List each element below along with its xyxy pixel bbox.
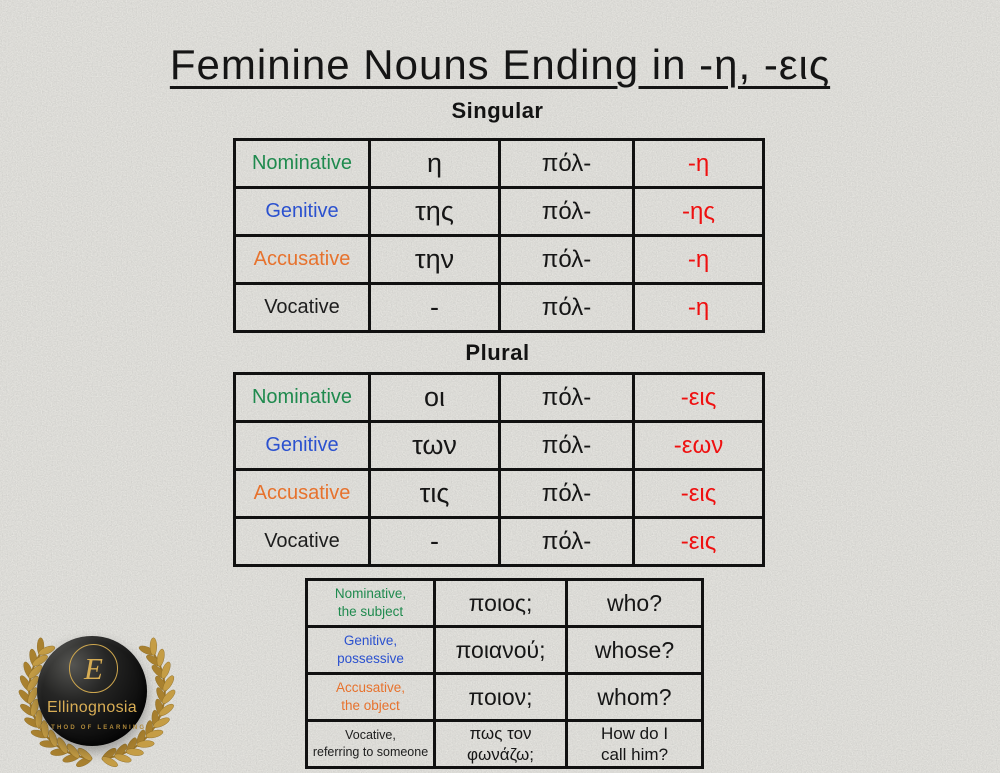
case-label: Accusative [235, 470, 370, 518]
case-label: Accusative [235, 236, 370, 284]
brand-name: Ellinognosia [47, 699, 137, 716]
greek-question-cell: ποιανού; [435, 627, 567, 674]
ending-cell: -εις [634, 374, 764, 422]
article-cell: - [370, 284, 500, 332]
stem-cell: πόλ- [500, 188, 634, 236]
stem-cell: πόλ- [500, 284, 634, 332]
table-row [307, 627, 703, 674]
table-row [235, 470, 764, 518]
greek-question-cell: ποιος; [435, 580, 567, 627]
table-row [235, 188, 764, 236]
declension-table-plural [233, 372, 765, 567]
ending-cell: -η [634, 284, 764, 332]
case-label: Vocative [235, 518, 370, 566]
case-label [307, 721, 435, 768]
article-cell: των [370, 422, 500, 470]
article-cell: οι [370, 374, 500, 422]
monogram-letter: E [84, 651, 103, 686]
brand-logo [4, 613, 190, 773]
article-cell: την [370, 236, 500, 284]
case-label-line: Vocative, [345, 728, 396, 743]
declension-table-singular [233, 138, 765, 333]
english-question-cell [567, 721, 703, 768]
ending-cell: -ης [634, 188, 764, 236]
table-row [235, 140, 764, 188]
table-row [307, 674, 703, 721]
case-label-line: referring to someone [312, 745, 429, 759]
ending-cell: -η [634, 236, 764, 284]
stem-cell: πόλ- [500, 470, 634, 518]
greek-question-line: πως τον [469, 723, 532, 743]
article-cell: - [370, 518, 500, 566]
english-question-cell: whom? [567, 674, 703, 721]
question-words-table [305, 578, 704, 769]
english-question-cell: who? [567, 580, 703, 627]
table-row [235, 422, 764, 470]
ending-cell: -εων [634, 422, 764, 470]
monogram-icon [69, 644, 118, 693]
case-label-line: Genitive, [343, 633, 398, 649]
ending-cell: -η [634, 140, 764, 188]
logo-circle [37, 636, 147, 746]
page-title: Feminine Nouns Ending in -η, -εις [169, 41, 831, 88]
case-label-line: Nominative, [334, 586, 407, 602]
case-label: Genitive [235, 422, 370, 470]
article-cell: της [370, 188, 500, 236]
case-label-line: the object [341, 698, 400, 713]
section-heading-plural: Plural [465, 340, 530, 365]
english-question-cell: whose? [567, 627, 703, 674]
case-label-line: the subject [337, 604, 404, 619]
english-question-line: How do I [600, 723, 669, 743]
stem-cell: πόλ- [500, 236, 634, 284]
table-row [307, 580, 703, 627]
greek-question-cell [435, 721, 567, 768]
case-label-line: possessive [337, 651, 404, 666]
section-heading-singular: Singular [451, 98, 544, 123]
table-row [235, 518, 764, 566]
table-row [307, 721, 703, 768]
stem-cell: πόλ- [500, 374, 634, 422]
table-row [235, 284, 764, 332]
case-label: Nominative [235, 140, 370, 188]
ending-cell: -εις [634, 518, 764, 566]
case-label: Vocative [235, 284, 370, 332]
case-label: Nominative [235, 374, 370, 422]
case-label [307, 580, 435, 627]
stem-cell: πόλ- [500, 422, 634, 470]
stem-cell: πόλ- [500, 140, 634, 188]
table-row [235, 236, 764, 284]
table-row [235, 374, 764, 422]
ending-cell: -εις [634, 470, 764, 518]
greek-question-cell: ποιον; [435, 674, 567, 721]
case-label [307, 627, 435, 674]
article-cell: η [370, 140, 500, 188]
case-label [307, 674, 435, 721]
case-label: Genitive [235, 188, 370, 236]
brand-tagline: METHOD OF LEARNING [37, 725, 147, 731]
stem-cell: πόλ- [500, 518, 634, 566]
english-question-line: call him? [600, 745, 669, 764]
case-label-line: Accusative, [335, 680, 406, 696]
greek-question-line: φωνάζω; [467, 745, 534, 764]
article-cell: τις [370, 470, 500, 518]
